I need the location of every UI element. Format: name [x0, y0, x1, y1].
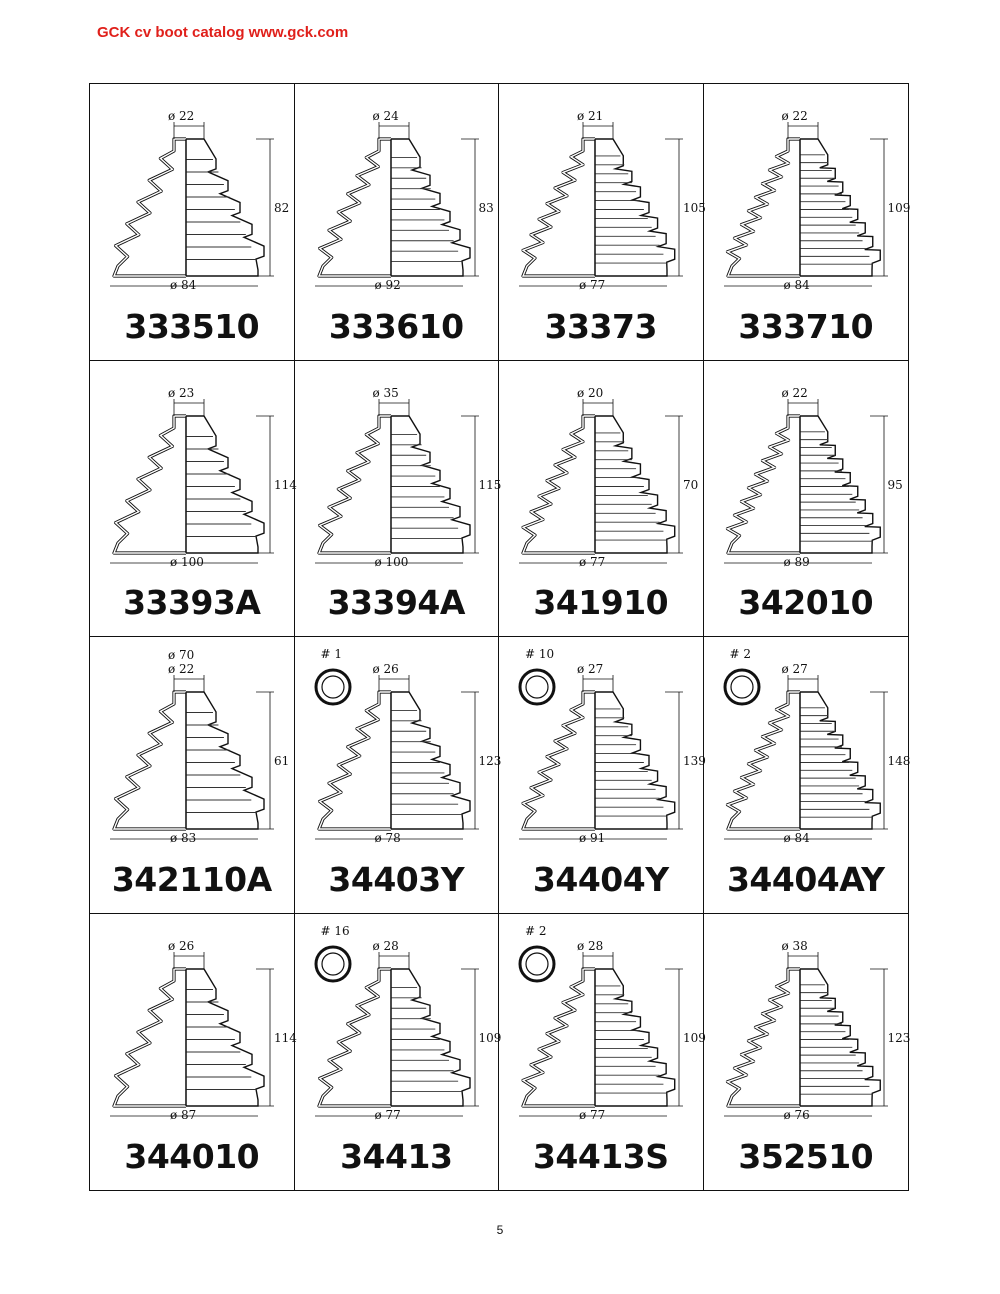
cross-section-icon: [725, 670, 759, 704]
part-number: 333610: [328, 306, 464, 346]
product-grid: [89, 83, 909, 1191]
top-diameter-label: ø 22: [168, 109, 195, 123]
bottom-diameter-label: ø 92: [374, 278, 401, 292]
boot-section-inner: [727, 969, 800, 1106]
boot-body: [595, 969, 675, 1106]
boot-body: [391, 139, 470, 276]
height-label: 114: [274, 477, 297, 492]
product-cell: [704, 361, 909, 638]
boot-section-inner: [319, 139, 391, 276]
part-number: 342110A: [111, 859, 272, 899]
boot-section-outline: [727, 969, 800, 1106]
bottom-diameter-label: ø 77: [579, 1107, 606, 1122]
product-cell: [90, 84, 295, 361]
product-cell: [90, 637, 295, 914]
boot-body: [391, 692, 470, 829]
part-number: 33394A: [327, 583, 465, 622]
part-number: 352510: [738, 1137, 874, 1176]
product-cell: [295, 637, 500, 914]
boot-section-outline: [523, 692, 595, 829]
boot-body: [800, 692, 880, 829]
height-label: 70: [683, 477, 699, 492]
boot-section-inner: [319, 969, 391, 1106]
section-mark: # 2: [525, 923, 547, 938]
bottom-diameter-label: ø 89: [783, 554, 810, 569]
boot-body: [800, 969, 880, 1106]
cross-section-inner: [322, 676, 344, 698]
bottom-diameter-label: ø 83: [170, 831, 197, 845]
height-label: 148: [887, 754, 911, 768]
bottom-diameter-label: ø 77: [374, 1107, 401, 1122]
catalog-header: GCK cv boot catalog www.gck.com: [97, 24, 349, 41]
boot-section-outline: [114, 416, 186, 553]
cross-section-inner: [322, 953, 344, 975]
height-label: 105: [683, 201, 706, 215]
bottom-diameter-label: ø 91: [579, 831, 606, 845]
boot-section-outline: [727, 692, 800, 829]
part-number: 33393A: [123, 583, 261, 622]
height-label: 83: [478, 201, 494, 215]
boot-section-inner: [727, 139, 800, 276]
boot-body: [391, 969, 470, 1106]
bottom-diameter-label: ø 77: [579, 554, 606, 569]
bottom-diameter-label: ø 84: [783, 278, 810, 292]
boot-section-inner: [727, 692, 800, 829]
height-label: 114: [274, 1030, 297, 1045]
boot-section-outline: [114, 692, 186, 829]
section-mark: # 1: [320, 647, 343, 661]
bottom-diameter-label: ø 100: [170, 554, 204, 569]
bottom-diameter-label: ø 78: [374, 831, 401, 845]
section-mark: # 16: [320, 923, 350, 938]
boot-body: [391, 416, 470, 553]
product-cell: [295, 914, 500, 1191]
top-diameter-label: ø 28: [577, 938, 604, 953]
cross-section-icon: [316, 670, 350, 704]
product-cell: [499, 914, 704, 1191]
top-diameter-label: ø 22: [168, 662, 195, 676]
height-label: 109: [478, 1030, 502, 1045]
boot-section-outline: [523, 969, 595, 1106]
boot-body: [595, 416, 675, 553]
product-cell: [295, 361, 500, 638]
part-number: 333710: [738, 306, 874, 346]
product-cell: [295, 84, 500, 361]
part-number: 34413: [340, 1137, 453, 1176]
part-number: 342010: [738, 583, 874, 622]
top-diameter-label: ø 22: [781, 385, 808, 400]
top-diameter-label: ø 23: [168, 385, 195, 400]
boot-section-outline: [727, 416, 800, 553]
product-cell: [704, 637, 909, 914]
top-diameter-label: ø 26: [372, 662, 399, 676]
top-diameter-label: ø 26: [168, 938, 195, 953]
part-number: 344010: [124, 1137, 260, 1176]
height-label: 82: [274, 201, 290, 215]
product-cell: [704, 914, 909, 1191]
cross-section-icon: [316, 947, 350, 981]
top-diameter-label: ø 22: [781, 109, 808, 123]
product-cell: [90, 914, 295, 1191]
boot-section-inner: [319, 416, 391, 553]
part-number: 33373: [544, 306, 657, 346]
height-label: 123: [478, 754, 502, 768]
bottom-diameter-label: ø 100: [374, 554, 409, 569]
boot-body: [800, 416, 880, 553]
height-label: 95: [887, 477, 903, 492]
height-label: 109: [887, 201, 911, 215]
product-cell: [499, 637, 704, 914]
product-cell: [90, 361, 295, 638]
boot-section-outline: [114, 139, 186, 276]
boot-section-outline: [727, 139, 800, 276]
bottom-diameter-label: ø 84: [783, 831, 810, 845]
page-number: 5: [496, 1223, 504, 1237]
top-diameter-label: ø 38: [781, 938, 808, 953]
boot-section-outline: [523, 139, 595, 276]
height-label: 139: [683, 754, 706, 768]
outer-diameter-label: ø 70: [168, 648, 195, 662]
part-number: 34403Y: [328, 859, 465, 899]
part-number: 333510: [124, 306, 260, 346]
cross-section-inner: [526, 953, 548, 975]
height-label: 123: [887, 1030, 911, 1045]
bottom-diameter-label: ø 76: [783, 1107, 810, 1122]
height-label: 115: [478, 477, 502, 492]
top-diameter-label: ø 27: [781, 662, 808, 676]
top-diameter-label: ø 20: [577, 385, 604, 400]
top-diameter-label: ø 21: [577, 109, 604, 123]
boot-section-outline: [114, 969, 186, 1106]
bottom-diameter-label: ø 77: [579, 278, 606, 292]
boot-section-inner: [727, 416, 800, 553]
height-label: 61: [274, 754, 290, 768]
product-cell: [499, 361, 704, 638]
product-cell: [499, 84, 704, 361]
part-number: 34404Y: [532, 859, 669, 899]
boot-body: [595, 692, 675, 829]
product-cell: [704, 84, 909, 361]
top-diameter-label: ø 24: [372, 109, 399, 123]
height-label: 109: [683, 1030, 706, 1045]
bottom-diameter-label: ø 87: [170, 1107, 197, 1122]
top-diameter-label: ø 28: [372, 938, 399, 953]
cross-section-icon: [520, 947, 554, 981]
top-diameter-label: ø 35: [372, 385, 399, 400]
cross-section-inner: [731, 676, 753, 698]
section-mark: # 2: [729, 647, 752, 661]
boot-body: [595, 139, 675, 276]
boot-section-inner: [319, 692, 391, 829]
part-number: 341910: [533, 583, 669, 622]
boot-section-outline: [523, 416, 595, 553]
part-number: 34404AY: [726, 859, 885, 899]
bottom-diameter-label: ø 84: [170, 278, 197, 292]
section-mark: # 10: [525, 647, 555, 661]
cross-section-inner: [526, 676, 548, 698]
boot-body: [800, 139, 880, 276]
part-number: 34413S: [532, 1137, 669, 1176]
top-diameter-label: ø 27: [577, 662, 604, 676]
cross-section-icon: [520, 670, 554, 704]
